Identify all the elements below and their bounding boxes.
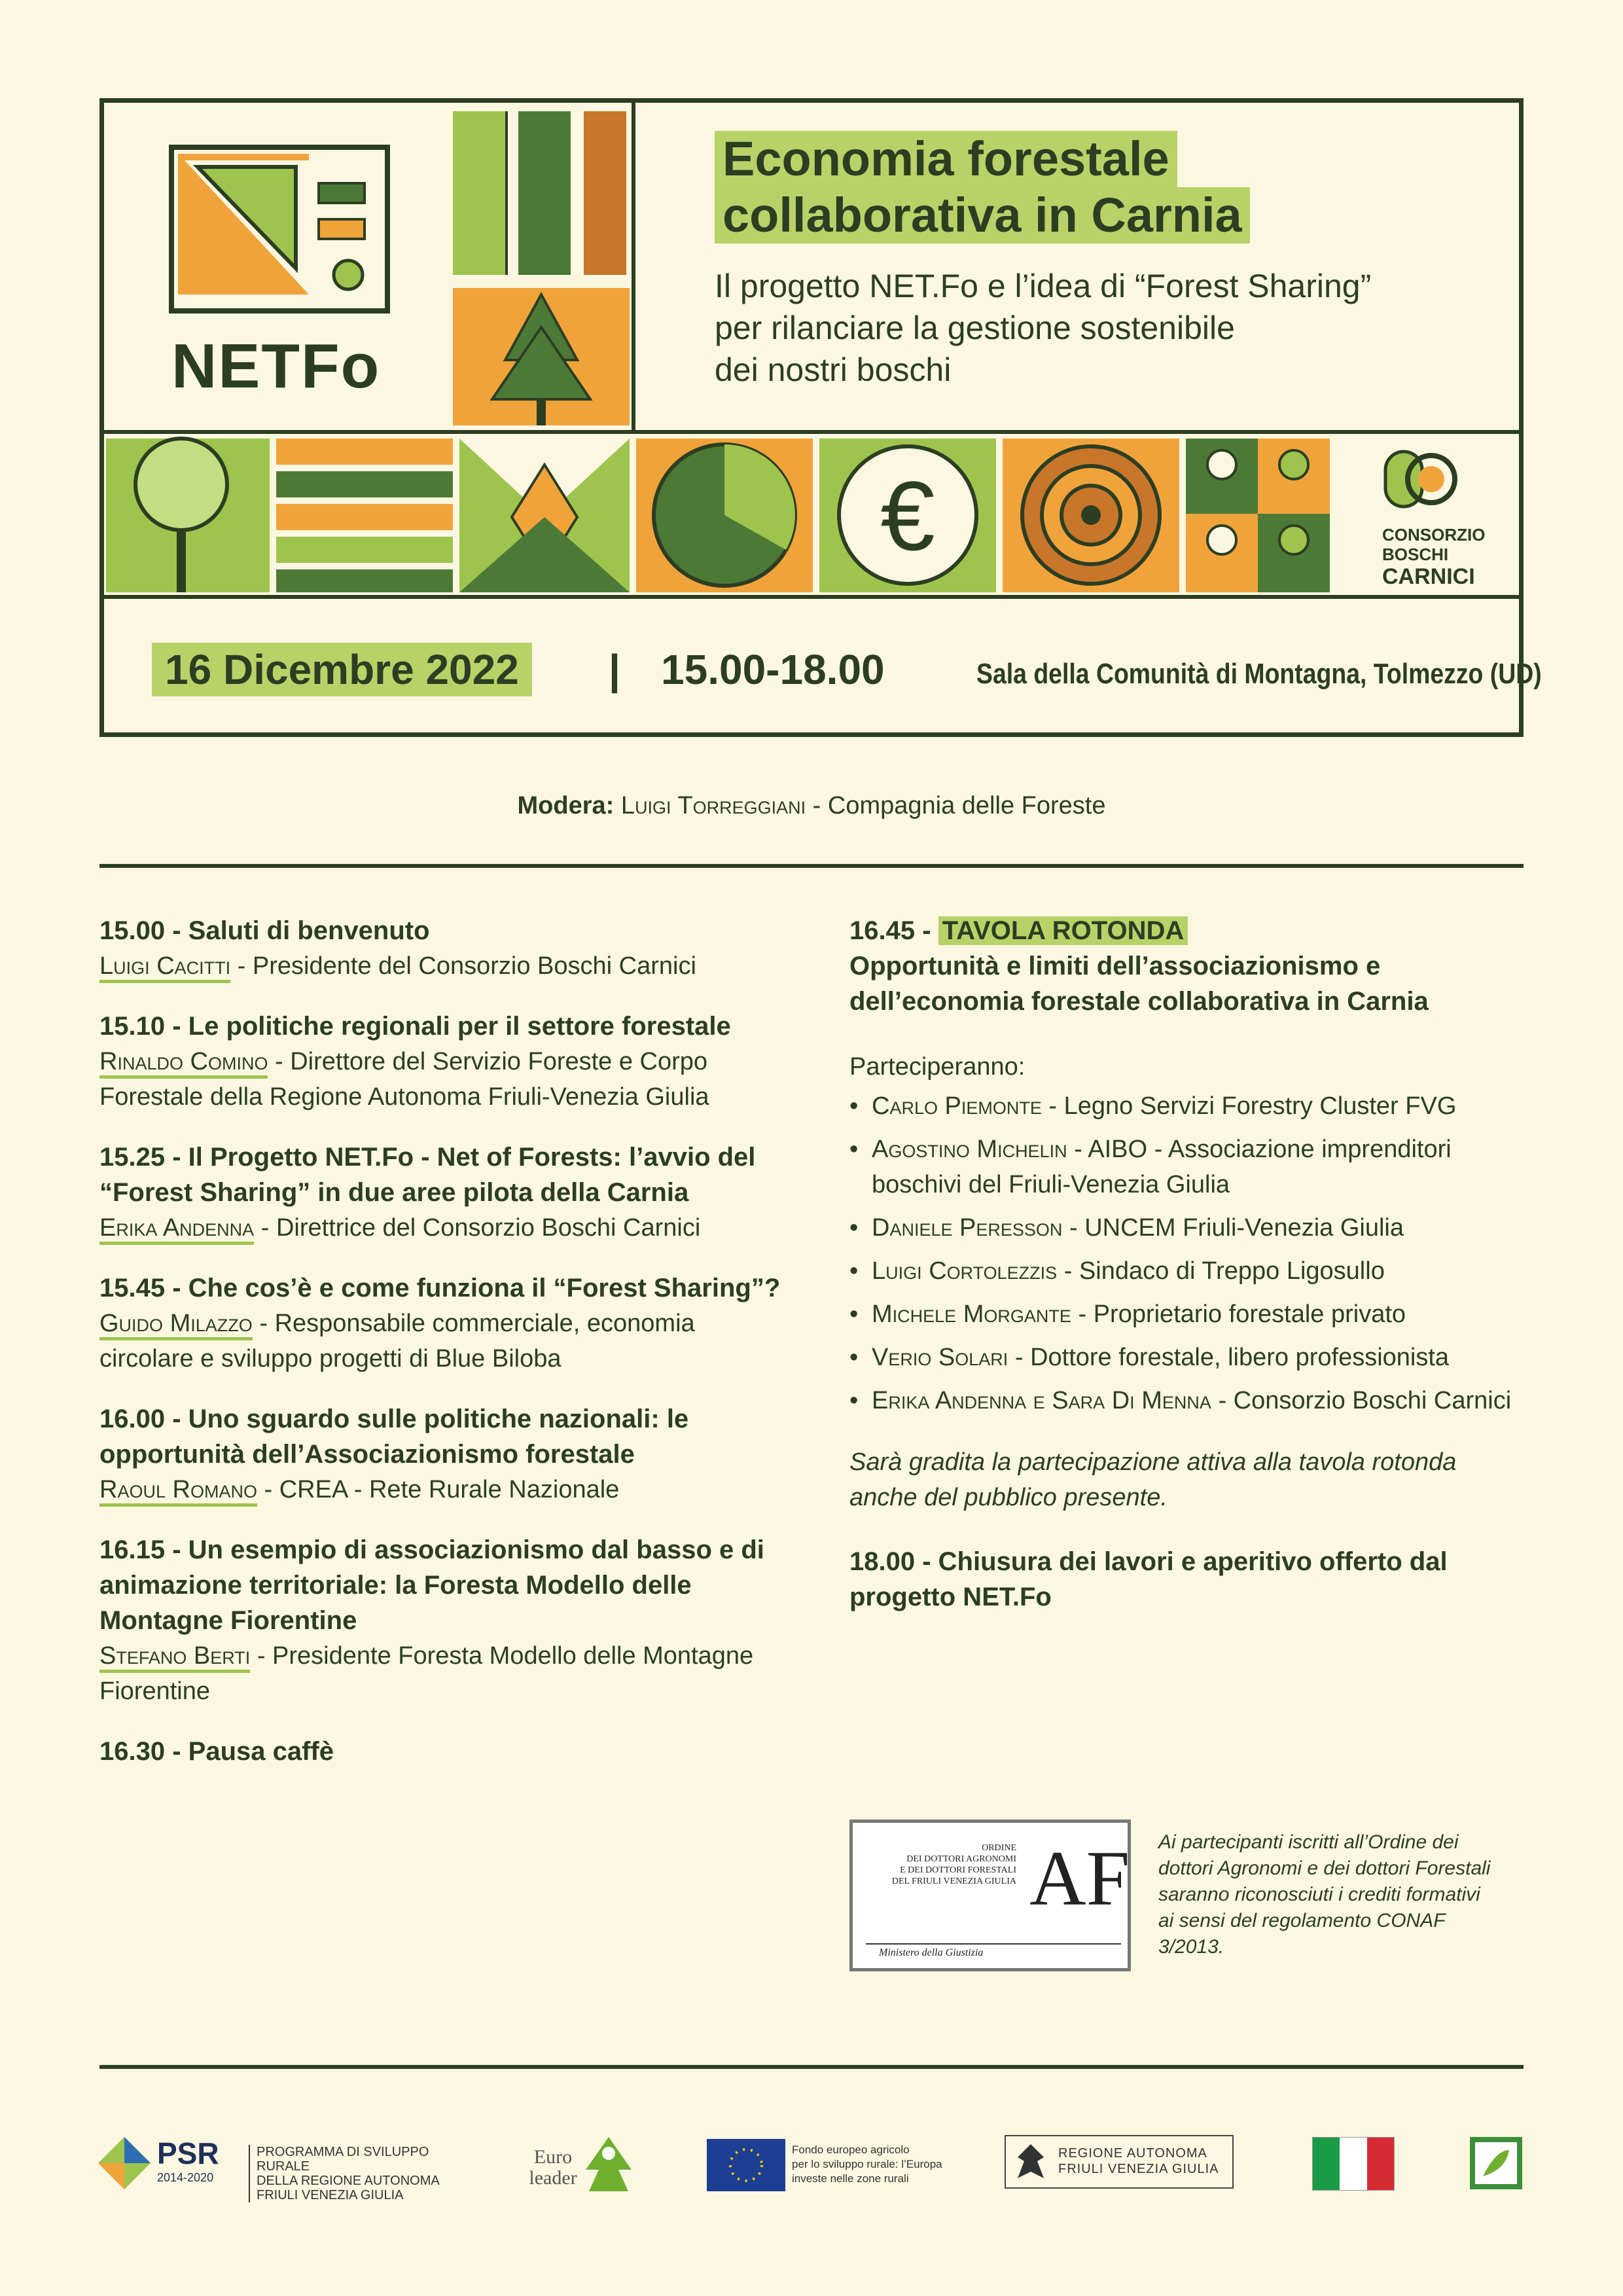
participant-role: - Sindaco di Treppo Ligosullo	[1057, 1257, 1385, 1285]
region-logo	[1005, 2135, 1234, 2189]
top-divider	[99, 864, 1524, 868]
program-right-column	[849, 913, 1530, 1615]
roundtable-label: TAVOLA ROTONDA	[938, 916, 1188, 945]
netfo-wordmark: NETFo	[171, 331, 381, 401]
event-title	[715, 131, 1250, 243]
date-time-separator: |	[609, 646, 620, 693]
program-item-role: - Responsabile commerciale, economia circolare e sviluppo progetti di Blue Biloba	[99, 1310, 695, 1372]
participant-name: Erika Andenna e Sara Di Menna	[872, 1387, 1211, 1414]
program-item-role: - CREA - Rete Rurale Nazionale	[257, 1476, 620, 1503]
stamp-line-3: E DEI DOTTORI FORESTALI	[900, 1865, 1016, 1875]
list-item	[849, 1297, 1530, 1332]
program-item	[99, 913, 793, 984]
participants-list	[849, 1088, 1530, 1418]
program-item-title: 15.45 - Che cos’è e come funziona il “Forest Sharing”?	[99, 1274, 781, 1302]
program-item	[99, 1139, 793, 1246]
program-item-title: 15.25 - Il Progetto NET.Fo - Net of Forests: l’avvio del “Forest Sharing” in due aree pilota della Carnia	[99, 1143, 756, 1207]
participant-name: Verio Solari	[872, 1344, 1008, 1371]
euro-leader-logo	[524, 2134, 641, 2199]
order-stamp	[849, 1820, 1131, 1971]
program-item-speaker: Erika Andenna	[99, 1214, 254, 1245]
event-venue: Sala della Comunità di Montagna, Tolmezzo (UD)	[976, 658, 1542, 690]
eu-line-2: per lo sviluppo rurale: l’Europa	[792, 2158, 942, 2170]
credits-note: Ai partecipanti iscritti all’Ordine dei dottori Agronomi e dei dottori Forestali saranno riconosciuti i crediti formativi ai sensi del regolamento CONAF 3/2013.	[1158, 1831, 1491, 1958]
netfo-logo-icon	[171, 147, 387, 311]
participant-name: Luigi Cortolezzis	[872, 1257, 1058, 1285]
program-item-speaker: Stefano Berti	[99, 1642, 250, 1673]
program-item-title: 16.15 - Un esempio di associazionismo dal basso e di animazione territoriale: la Foresta Modello delle Montagne Fiorentine	[99, 1535, 764, 1635]
eu-fund-text	[792, 2143, 942, 2186]
participant-role: - Consorzio Boschi Carnici	[1211, 1387, 1512, 1414]
program-item-role: - Direttore del Servizio Foreste e Corpo Forestale della Regione Autonoma Friuli-Venezia Giulia	[99, 1048, 709, 1111]
audience-note: Sarà gradita la partecipazione attiva alla tavola rotonda anche del pubblico presente.	[849, 1448, 1457, 1511]
participant-name: Michele Morgante	[872, 1300, 1071, 1328]
consorzio-logo-icon	[1385, 452, 1455, 507]
program-item	[99, 1270, 793, 1376]
stamp-line-4: DEL FRIULI VENEZIA GIULIA	[891, 1876, 1016, 1886]
event-time: 15.00-18.00	[661, 646, 885, 693]
program-item-title: 15.10 - Le politiche regionali per il settore forestale	[99, 1012, 731, 1041]
program-item-speaker: Guido Milazzo	[99, 1310, 253, 1340]
eu-fund-logo	[707, 2139, 942, 2191]
list-item	[849, 1383, 1530, 1418]
moderator-org: - Compagnia delle Foreste	[806, 792, 1106, 819]
psr-text	[249, 2145, 478, 2202]
subtitle-line-3: dei nostri boschi	[715, 351, 952, 388]
consorzio-line-1: CONSORZIO	[1382, 525, 1486, 545]
subtitle-line-1: Il progetto NET.Fo e l’idea di “Forest Sharing”	[715, 268, 1372, 304]
psr-diamond-icon	[98, 2137, 151, 2189]
stamp-line-2: DEI DOTTORI AGRONOMI	[906, 1854, 1016, 1864]
list-item	[849, 1210, 1530, 1246]
program-item-role: - Presidente Foresta Modello delle Montagne Fiorentine	[99, 1642, 754, 1705]
participant-role: - Dottore forestale, libero professionista	[1008, 1344, 1450, 1371]
participant-name: Daniele Peresson	[872, 1214, 1063, 1242]
participant-name: Agostino Michelin	[872, 1136, 1067, 1163]
program-item-title: 16.00 - Uno sguardo sulle politiche nazionali: le opportunità dell’Associazionismo forestale	[99, 1405, 689, 1469]
psr-years: 2014-2020	[157, 2171, 214, 2184]
program-item-title: 15.00 - Saluti di benvenuto	[99, 916, 430, 945]
event-date: 16 Dicembre 2022	[152, 643, 532, 696]
program-item	[99, 1401, 793, 1507]
program-item-speaker: Luigi Cacitti	[99, 952, 230, 983]
psr-title: PSR	[157, 2136, 219, 2170]
title-line-2: collaborativa in Carnia	[715, 187, 1250, 243]
consorzio-line-3: CARNICI	[1382, 564, 1475, 589]
italy-flag-icon	[1312, 2137, 1395, 2191]
eagle-icon	[1011, 2139, 1050, 2185]
eu-line-3: investe nelle zone rurali	[792, 2172, 909, 2185]
program-left-column	[99, 913, 793, 1769]
moderator-label: Modera:	[517, 792, 615, 819]
region-line-2: FRIULI VENEZIA GIULIA	[1058, 2162, 1219, 2176]
program-item-speaker: Raoul Romano	[99, 1476, 257, 1507]
roundtable-title: Opportunità e limiti dell’associazionismo e dell’economia forestale collaborativa in Carnia	[849, 952, 1429, 1016]
moderator-name: Luigi Torreggiani	[620, 792, 806, 819]
program-item	[99, 1532, 793, 1709]
list-item	[849, 1340, 1530, 1375]
subtitle-line-2: per rilanciare la gestione sostenibile	[715, 310, 1235, 346]
psr-logo	[98, 2130, 478, 2202]
stamp-footer: Ministero della Giustizia	[866, 1943, 1121, 1962]
roundtable-time: 16.45 -	[849, 916, 938, 945]
psr-line-1: PROGRAMMA DI SVILUPPO RURALE	[257, 2145, 429, 2174]
program-item-role: - Presidente del Consorzio Boschi Carnici	[230, 952, 696, 980]
leader-figure-icon	[582, 2134, 635, 2193]
list-item	[849, 1088, 1530, 1124]
program-item	[99, 1734, 793, 1769]
stamp-mark: AF	[1029, 1835, 1130, 1922]
participant-role: - Proprietario forestale privato	[1071, 1300, 1406, 1328]
program-item-speaker: Rinaldo Comino	[99, 1048, 268, 1079]
psr-line-3: FRIULI VENEZIA GIULIA	[257, 2188, 404, 2202]
eu-line-1: Fondo europeo agricolo	[792, 2144, 910, 2156]
program-item-title: 16.30 - Pausa caffè	[99, 1737, 334, 1766]
consorzio-logo	[1382, 525, 1485, 589]
list-item	[849, 1132, 1530, 1202]
participant-name: Carlo Piemonte	[872, 1092, 1042, 1120]
region-line-1: REGIONE AUTONOMA	[1058, 2146, 1207, 2161]
eu-flag-icon	[707, 2139, 785, 2191]
participant-role: - UNCEM Friuli-Venezia Giulia	[1062, 1214, 1404, 1242]
region-text	[1058, 2145, 1219, 2177]
psr-line-2: DELLA REGIONE AUTONOMA	[257, 2174, 440, 2188]
stamp-text	[866, 1842, 1016, 1887]
bottom-divider	[99, 2065, 1524, 2069]
participant-role: - Legno Servizi Forestry Cluster FVG	[1041, 1092, 1457, 1120]
title-line-1: Economia forestale	[715, 131, 1177, 187]
stamp-line-1: ORDINE	[982, 1843, 1016, 1853]
leader-emblem-icon	[1470, 2137, 1522, 2189]
program-item-role: - Direttrice del Consorzio Boschi Carnici	[254, 1214, 701, 1242]
euro-leader-text: Euro leader	[529, 2146, 577, 2189]
svg-text:€: €	[880, 461, 935, 571]
event-subtitle	[715, 265, 1371, 391]
moderator-line	[0, 792, 1623, 820]
participant-role: - AIBO - Associazione imprenditori boschivi del Friuli-Venezia Giulia	[872, 1136, 1452, 1198]
consorzio-line-2: BOSCHI	[1382, 545, 1449, 564]
list-item	[849, 1253, 1530, 1289]
program-item	[99, 1009, 793, 1115]
closing-item: 18.00 - Chiusura dei lavori e aperitivo offerto dal progetto NET.Fo	[849, 1547, 1448, 1611]
participants-label: Parteciperanno:	[849, 1053, 1026, 1081]
